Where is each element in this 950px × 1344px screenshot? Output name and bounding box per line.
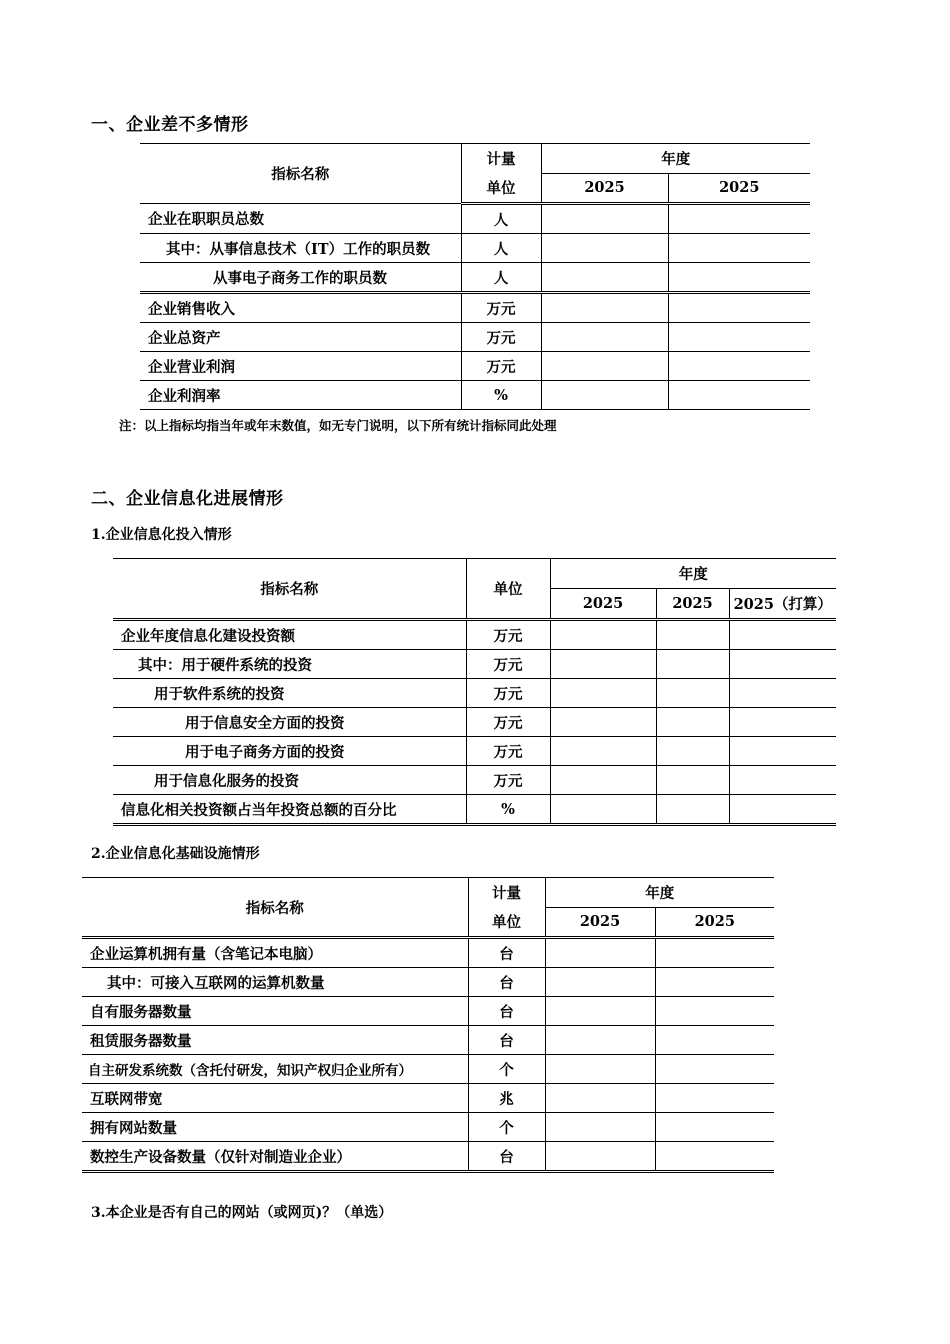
header-indicator-name: 指标名称 xyxy=(82,878,468,938)
row-unit: 兆 xyxy=(468,1084,545,1113)
header-indicator-name: 指标名称 xyxy=(140,144,461,204)
header-unit-line2: 单位 xyxy=(468,907,545,938)
row-unit: 台 xyxy=(468,1142,545,1172)
row-unit: % xyxy=(466,795,550,825)
header-unit-line1: 计量 xyxy=(461,144,541,174)
row-unit: 台 xyxy=(468,1026,545,1055)
header-year-1: 2025 xyxy=(541,173,668,204)
row-unit: 万元 xyxy=(461,352,541,381)
value-cell[interactable] xyxy=(541,352,668,381)
value-cell[interactable] xyxy=(541,263,668,293)
section-1-title: 一、企业差不多情形 xyxy=(91,115,249,135)
header-year: 年度 xyxy=(545,878,774,908)
value-cell[interactable] xyxy=(729,795,836,825)
value-cell[interactable] xyxy=(541,234,668,263)
table-row xyxy=(140,352,810,381)
table-row xyxy=(82,1026,774,1055)
row-label: 企业利润率 xyxy=(140,381,461,410)
value-cell[interactable] xyxy=(541,323,668,352)
header-unit-line2: 单位 xyxy=(461,173,541,204)
row-label: 互联网带宽 xyxy=(82,1084,468,1113)
value-cell[interactable] xyxy=(545,1142,655,1172)
row-label: 自有服务器数量 xyxy=(82,997,468,1026)
row-unit: 个 xyxy=(468,1055,545,1084)
subsection-1-title: 1.企业信息化投入情形 xyxy=(91,527,232,543)
row-unit: 万元 xyxy=(466,679,550,708)
value-cell[interactable] xyxy=(550,620,656,650)
row-unit: 个 xyxy=(468,1113,545,1142)
header-year-2: 2025 xyxy=(668,173,810,204)
header-unit: 单位 xyxy=(466,559,550,620)
row-label: 企业年度信息化建设投资额 xyxy=(113,620,466,650)
row-label: 拥有网站数量 xyxy=(82,1113,468,1142)
value-cell[interactable] xyxy=(729,766,836,795)
value-cell[interactable] xyxy=(729,650,836,679)
row-label: 用于信息安全方面的投资 xyxy=(113,708,466,737)
value-cell[interactable] xyxy=(656,650,729,679)
row-unit: % xyxy=(461,381,541,410)
value-cell[interactable] xyxy=(656,620,729,650)
row-unit: 台 xyxy=(468,938,545,968)
subsection-2-title: 2.企业信息化基础设施情形 xyxy=(91,846,260,862)
header-indicator-name: 指标名称 xyxy=(113,559,466,620)
value-cell[interactable] xyxy=(655,997,774,1026)
value-cell[interactable] xyxy=(668,204,810,234)
table-row xyxy=(113,737,836,766)
header-year-2: 2025 xyxy=(656,589,729,620)
value-cell[interactable] xyxy=(550,708,656,737)
header-year-3: 2025（打算） xyxy=(729,589,836,620)
value-cell[interactable] xyxy=(545,938,655,968)
value-cell[interactable] xyxy=(545,1084,655,1113)
row-label: 自主研发系统数（含托付研发，知识产权归企业所有） xyxy=(82,1055,468,1084)
header-year: 年度 xyxy=(550,559,836,589)
value-cell[interactable] xyxy=(729,620,836,650)
table-row xyxy=(140,381,810,410)
infrastructure-table xyxy=(82,877,774,1173)
table-row xyxy=(113,620,836,650)
value-cell[interactable] xyxy=(550,766,656,795)
row-label: 用于信息化服务的投资 xyxy=(113,766,466,795)
value-cell[interactable] xyxy=(656,708,729,737)
value-cell[interactable] xyxy=(541,293,668,323)
row-unit: 万元 xyxy=(466,708,550,737)
table-row xyxy=(140,263,810,293)
table-row xyxy=(113,679,836,708)
value-cell[interactable] xyxy=(545,1055,655,1084)
row-label: 用于电子商务方面的投资 xyxy=(113,737,466,766)
investment-table xyxy=(113,558,836,826)
table-row xyxy=(82,968,774,997)
row-unit: 万元 xyxy=(466,737,550,766)
value-cell[interactable] xyxy=(545,968,655,997)
value-cell[interactable] xyxy=(655,968,774,997)
row-unit: 人 xyxy=(461,234,541,263)
row-label: 其中：可接入互联网的运算机数量 xyxy=(82,968,468,997)
value-cell[interactable] xyxy=(668,293,810,323)
subsection-3-title: 3.本企业是否有自己的网站（或网页)？（单选） xyxy=(91,1205,393,1221)
table-row xyxy=(113,795,836,825)
row-unit: 人 xyxy=(461,263,541,293)
basic-info-table xyxy=(140,143,810,410)
row-label: 企业在职职员总数 xyxy=(140,204,461,234)
row-label: 企业总资产 xyxy=(140,323,461,352)
table-row xyxy=(140,234,810,263)
header-year: 年度 xyxy=(541,144,810,174)
value-cell[interactable] xyxy=(668,263,810,293)
row-unit: 台 xyxy=(468,997,545,1026)
row-label: 用于软件系统的投资 xyxy=(113,679,466,708)
table-row xyxy=(140,293,810,323)
value-cell[interactable] xyxy=(655,1026,774,1055)
table-row xyxy=(113,766,836,795)
row-label: 企业营业利润 xyxy=(140,352,461,381)
table-row xyxy=(113,708,836,737)
value-cell[interactable] xyxy=(545,1113,655,1142)
table-row xyxy=(82,1084,774,1113)
value-cell[interactable] xyxy=(655,1113,774,1142)
value-cell[interactable] xyxy=(668,381,810,410)
value-cell[interactable] xyxy=(550,650,656,679)
value-cell[interactable] xyxy=(656,766,729,795)
value-cell[interactable] xyxy=(550,737,656,766)
row-label: 从事电子商务工作的职员数 xyxy=(140,263,461,293)
value-cell[interactable] xyxy=(655,938,774,968)
value-cell[interactable] xyxy=(550,679,656,708)
value-cell[interactable] xyxy=(668,234,810,263)
row-unit: 人 xyxy=(461,204,541,234)
value-cell[interactable] xyxy=(668,352,810,381)
value-cell[interactable] xyxy=(729,708,836,737)
row-unit: 万元 xyxy=(466,766,550,795)
header-unit-line1: 计量 xyxy=(468,878,545,908)
table-row xyxy=(82,938,774,968)
header-year-1: 2025 xyxy=(550,589,656,620)
header-year-2: 2025 xyxy=(655,907,774,938)
row-label: 其中：用于硬件系统的投资 xyxy=(113,650,466,679)
value-cell[interactable] xyxy=(655,1142,774,1172)
value-cell[interactable] xyxy=(656,679,729,708)
table-row xyxy=(82,997,774,1026)
value-cell[interactable] xyxy=(541,381,668,410)
row-unit: 万元 xyxy=(461,323,541,352)
value-cell[interactable] xyxy=(656,795,729,825)
value-cell[interactable] xyxy=(655,1055,774,1084)
row-unit: 万元 xyxy=(466,650,550,679)
value-cell[interactable] xyxy=(655,1084,774,1113)
table-row xyxy=(140,323,810,352)
table-row xyxy=(113,650,836,679)
value-cell[interactable] xyxy=(545,1026,655,1055)
row-unit: 台 xyxy=(468,968,545,997)
row-label: 企业销售收入 xyxy=(140,293,461,323)
section-2-title: 二、企业信息化进展情形 xyxy=(91,489,284,509)
row-label: 信息化相关投资额占当年投资总额的百分比 xyxy=(113,795,466,825)
row-unit: 万元 xyxy=(466,620,550,650)
value-cell[interactable] xyxy=(668,323,810,352)
table-note: 注：以上指标均指当年或年末数值，如无专门说明，以下所有统计指标同此处理 xyxy=(119,418,557,433)
value-cell[interactable] xyxy=(550,795,656,825)
value-cell[interactable] xyxy=(541,204,668,234)
value-cell[interactable] xyxy=(729,679,836,708)
row-label: 租赁服务器数量 xyxy=(82,1026,468,1055)
row-unit: 万元 xyxy=(461,293,541,323)
table-row xyxy=(82,1142,774,1172)
table-row xyxy=(82,1055,774,1084)
row-label: 企业运算机拥有量（含笔记本电脑） xyxy=(82,938,468,968)
row-label: 其中：从事信息技术（IT）工作的职员数 xyxy=(140,234,461,263)
value-cell[interactable] xyxy=(656,737,729,766)
header-year-1: 2025 xyxy=(545,907,655,938)
table-row xyxy=(140,204,810,234)
value-cell[interactable] xyxy=(545,997,655,1026)
value-cell[interactable] xyxy=(729,737,836,766)
table-row xyxy=(82,1113,774,1142)
row-label: 数控生产设备数量（仅针对制造业企业） xyxy=(82,1142,468,1172)
